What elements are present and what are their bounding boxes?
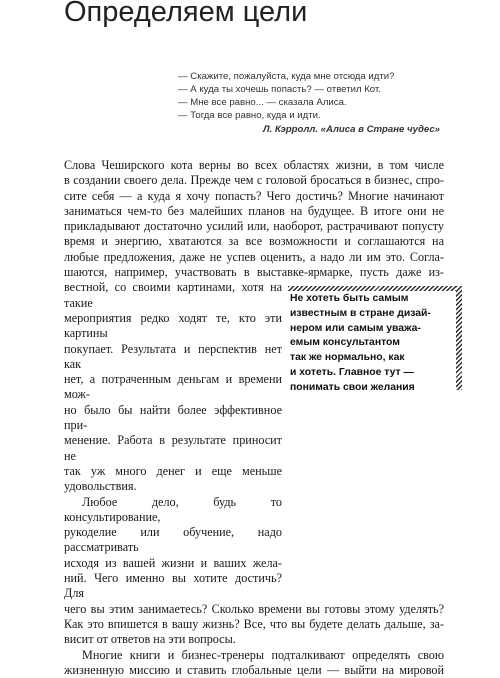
body-line: жизненную миссию и ставить глобальные цели — выйти на мировой — [64, 662, 444, 677]
pull-quote-line: так же нормально, как — [290, 352, 405, 364]
body-line: мероприятия редко ходят те, кто эти картины — [64, 310, 282, 341]
body-line: любые предложения, даже не успев оценить, а надо ли им это. Согла- — [64, 249, 444, 264]
pull-quote-line: емым консультантом — [290, 337, 400, 349]
body-line: вестной, со своими картинами, хотя на такие — [64, 280, 282, 310]
body-line: но было бы найти более эффективное при- — [64, 402, 282, 433]
pull-quote-line: известным в стране дизай- — [290, 307, 431, 319]
body-line: Слова Чеширского кота верны во всех областях жизни, в том числе — [64, 158, 444, 172]
pull-quote-side-hatching — [456, 286, 462, 390]
pull-quote — [288, 286, 460, 392]
epigraph-line: — Скажите, пожалуйста, куда мне отсюда идти? — [178, 71, 395, 82]
body-line: Любое дело, будь то консультирование, — [64, 494, 282, 524]
body-line: в создании своего дела. Прежде чем с головой бросаться в бизнес, спро- — [64, 173, 444, 188]
epigraph-line: — А куда ты хочешь попасть? — ответил Кот. — [178, 84, 381, 95]
body-line: исходя из вашей жизни и ваших жела- — [64, 555, 282, 570]
body-text — [64, 158, 444, 678]
epigraph-line: — Тогда все равно, куда и идти. — [178, 110, 321, 121]
epigraph-line: — Мне все равно... — сказала Алиса. — [178, 97, 347, 108]
body-line: заниматься чем-то без малейших планов на будущее. В итоге они не — [64, 203, 444, 218]
body-line: время и энергию, хватаются за все возможности и соглашаются на — [64, 234, 444, 249]
pull-quote-line: понимать свои желания — [290, 381, 415, 393]
epigraph-source: Л. Кэрролл. «Алиса в Стране чудес» — [262, 124, 440, 135]
body-line: рукоделие или обучение, надо рассматривать — [64, 525, 282, 555]
body-line: прикладывают достаточно усилий или, наоборот, растрачивают попусту — [64, 219, 444, 234]
body-line: так уж много денег и еще меньше удовольствия. — [64, 463, 282, 494]
pull-quote-line: нером или самым уважа- — [290, 322, 421, 334]
body-line: Как это впишется в вашу жизнь? Все, что вы будете делать дальше, за- — [64, 616, 444, 631]
chapter-title: Определяем цели — [64, 0, 308, 28]
pull-quote-top-hatching — [288, 286, 462, 291]
body-line: сите себя — а куда я хочу попасть? Чего достичь? Многие начинают — [64, 188, 444, 203]
body-line: нет, а потраченным деньгам и времени мож- — [64, 372, 282, 402]
body-line: висит от ответов на эти вопросы. — [64, 632, 236, 647]
body-line: ний. Чего именно вы хотите достичь? Для — [64, 571, 282, 601]
body-line: чего вы этим занимаетесь? Сколько времени вы готовы этому уделять? — [64, 601, 444, 616]
body-line: Многие книги и бизнес-тренеры подталкивают определять свою — [82, 647, 444, 662]
body-line: менение. Работа в результате приносит не — [64, 433, 282, 463]
pull-quote-line: и хотеть. Главное тут — — [290, 366, 414, 378]
pull-quote-line: Не хотеть быть самым — [290, 293, 409, 304]
body-line: покупает. Результата и перспектив нет как — [64, 341, 282, 371]
body-line: шаются, например, участвовать в выставке-ярмарке, пусть даже из- — [64, 265, 444, 280]
epigraph — [178, 70, 440, 136]
